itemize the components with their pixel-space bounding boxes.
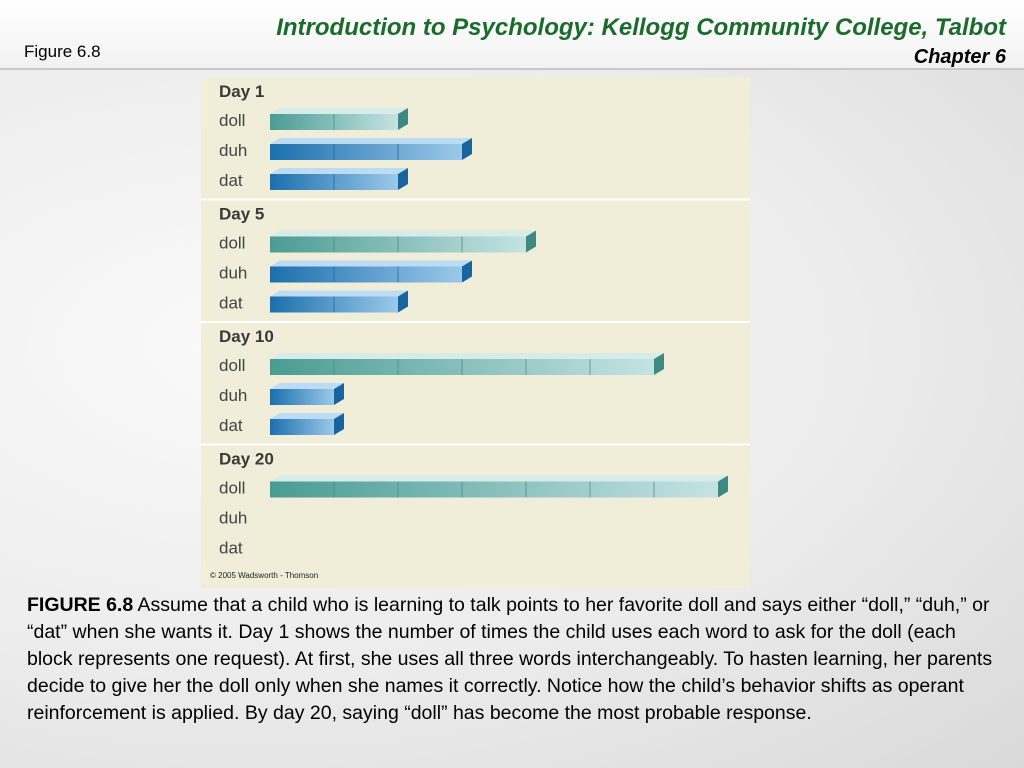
word-label-doll: doll — [219, 356, 246, 375]
bar-doll — [270, 482, 718, 498]
word-label-doll: doll — [219, 478, 246, 498]
bar-top-dat — [270, 291, 408, 297]
bar-top-doll — [270, 476, 728, 482]
course-title: Introduction to Psychology: Kellogg Community College, Talbot — [276, 14, 1006, 41]
word-label-duh: duh — [219, 141, 248, 160]
word-label-duh: duh — [219, 386, 248, 405]
chapter-label: Chapter 6 — [913, 46, 1006, 68]
day-label: Day 1 — [219, 82, 265, 101]
day-label: Day 10 — [219, 327, 274, 346]
word-label-dat: dat — [219, 416, 243, 435]
bar-top-doll — [270, 108, 408, 114]
chart-panel — [201, 77, 750, 588]
bar-top-doll — [270, 231, 536, 237]
figure-label: Figure 6.8 — [24, 42, 101, 61]
bar-top-dat — [270, 168, 408, 174]
caption-text: Assume that a child who is learning to talk points to her favorite doll and says either “doll,” “duh,” or “dat” when she wants it. Day 1 shows the number of times the child uses each word to ask for the doll (each block represents one request). At first, she uses all three words interchangeably. To hasten learning, her parents decide to give her the doll only when she names it correctly. Notice how the child’s behavior shifts as operant reinforcement is applied. By day 20, saying “doll” has become the most probable response. — [27, 594, 993, 724]
bar-dat — [270, 419, 334, 435]
bar-top-dat — [270, 413, 344, 419]
word-label-dat: dat — [219, 538, 243, 558]
bar-top-duh — [270, 261, 472, 267]
word-label-dat: dat — [219, 171, 243, 190]
bar-duh — [270, 267, 462, 283]
bar-duh — [270, 389, 334, 405]
group-divider — [201, 321, 750, 323]
day-label: Day 20 — [219, 449, 274, 469]
word-label-dat: dat — [219, 293, 243, 313]
word-label-duh: duh — [219, 508, 248, 528]
bar-chart — [201, 77, 750, 588]
day-label: Day 5 — [219, 204, 265, 224]
chart-copyright: © 2005 Wadsworth - Thomson — [210, 571, 319, 580]
word-label-doll: doll — [219, 233, 246, 253]
caption-label: FIGURE 6.8 — [27, 594, 134, 616]
bar-duh — [270, 144, 462, 160]
bar-top-doll — [270, 353, 664, 359]
figure-caption — [27, 592, 1002, 727]
group-divider — [201, 199, 750, 201]
word-label-doll: doll — [219, 111, 246, 130]
bar-top-duh — [270, 138, 472, 144]
word-label-duh: duh — [219, 263, 248, 283]
bar-top-duh — [270, 383, 344, 389]
group-divider — [201, 444, 750, 446]
slide-header — [0, 0, 1024, 70]
